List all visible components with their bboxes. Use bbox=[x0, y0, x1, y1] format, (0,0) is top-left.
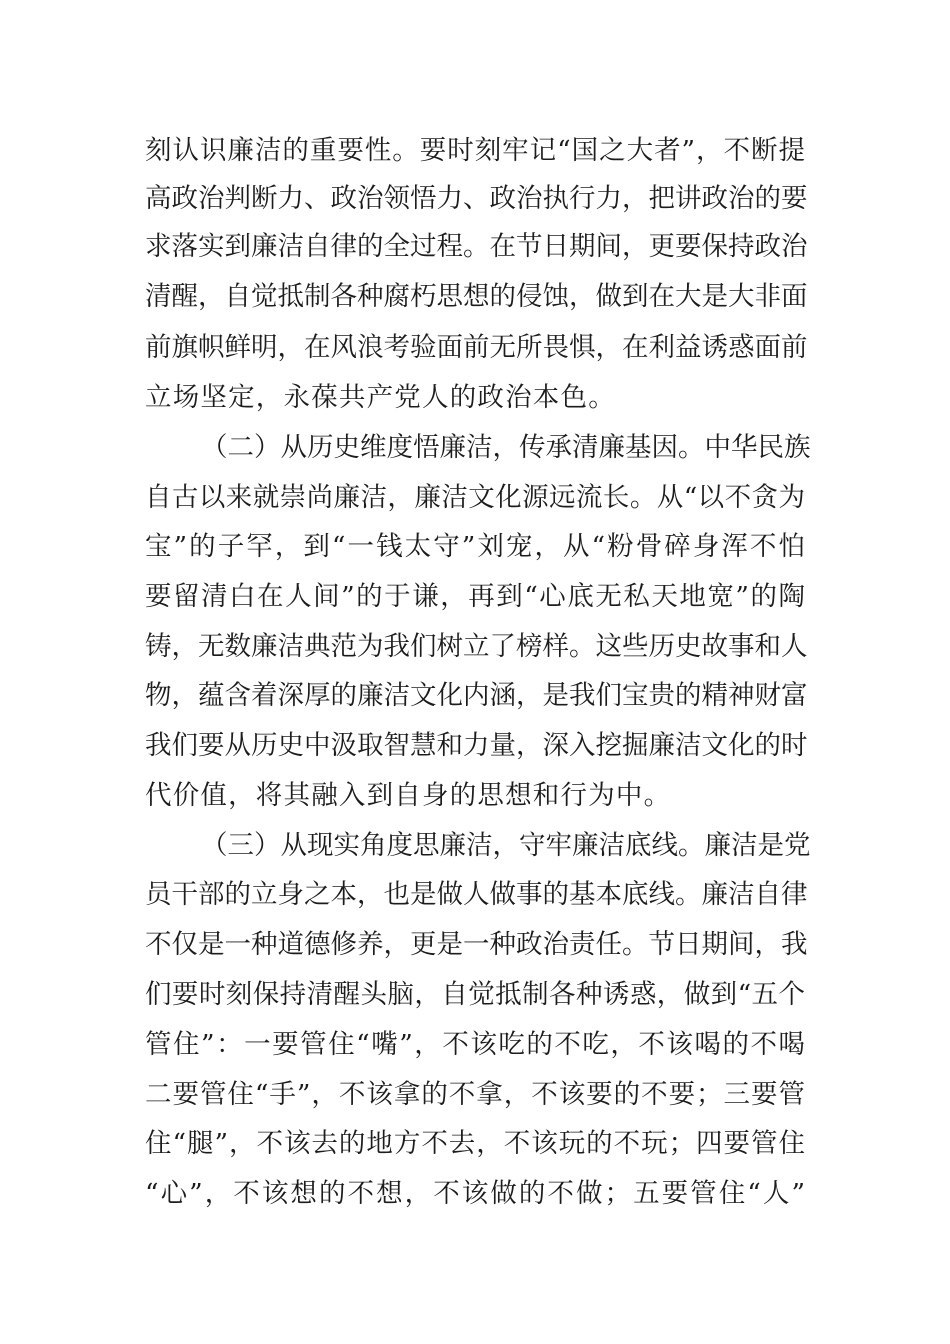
text-line: 们要时刻保持清醒头脑，自觉抵制各种诱惑，做到“五个 bbox=[145, 979, 805, 1010]
text-line: 我们要从历史中汲取智慧和力量，深入挖掘廉洁文化的时 bbox=[145, 730, 808, 761]
text-line: 求落实到廉洁自律的全过程。在节日期间，更要保持政治 bbox=[145, 231, 808, 262]
paragraph-heading-line: （二）从历史维度悟廉洁，传承清廉基因。中华民族 bbox=[201, 432, 811, 463]
text-line: 立场坚定，永葆共产党人的政治本色。 bbox=[145, 382, 616, 413]
text-line: 铸，无数廉洁典范为我们树立了榜样。这些历史故事和人 bbox=[145, 631, 808, 662]
text-line: “心”，不该想的不想，不该做的不做；五要管住“人” bbox=[145, 1178, 805, 1209]
paragraph-heading-line: （三）从现实角度思廉洁，守牢廉洁底线。廉洁是党 bbox=[201, 830, 811, 861]
text-line: 刻认识廉洁的重要性。要时刻牢记“国之大者”，不断提 bbox=[145, 135, 805, 166]
text-line: 高政治判断力、政治领悟力、政治执行力，把讲政治的要 bbox=[145, 183, 808, 214]
text-line: 要留清白在人间”的于谦，再到“心底无私天地宽”的陶 bbox=[145, 581, 805, 612]
text-line: 宝”的子罕，到“一钱太守”刘宠，从“粉骨碎身浑不怕 bbox=[145, 531, 805, 562]
text-line: 自古以来就崇尚廉洁，廉洁文化源远流长。从“以不贪为 bbox=[145, 482, 805, 513]
text-line: 物，蕴含着深厚的廉洁文化内涵，是我们宝贵的精神财富 bbox=[145, 680, 808, 711]
text-line: 前旗帜鲜明，在风浪考验面前无所畏惧，在利益诱惑面前 bbox=[145, 332, 808, 363]
text-line: 清醒，自觉抵制各种腐朽思想的侵蚀，做到在大是大非面 bbox=[145, 281, 808, 312]
text-line: 住“腿”，不该去的地方不去，不该玩的不玩；四要管住 bbox=[145, 1128, 805, 1159]
text-line: 管住”：一要管住“嘴”，不该吃的不吃，不该喝的不喝 bbox=[145, 1029, 805, 1060]
text-line: 二要管住“手”，不该拿的不拿，不该要的不要；三要管 bbox=[145, 1079, 805, 1110]
text-line: 员干部的立身之本，也是做人做事的基本底线。廉洁自律 bbox=[145, 879, 808, 910]
text-line: 不仅是一种道德修养，更是一种政治责任。节日期间，我 bbox=[145, 929, 808, 960]
text-line: 代价值，将其融入到自身的思想和行为中。 bbox=[145, 780, 672, 811]
